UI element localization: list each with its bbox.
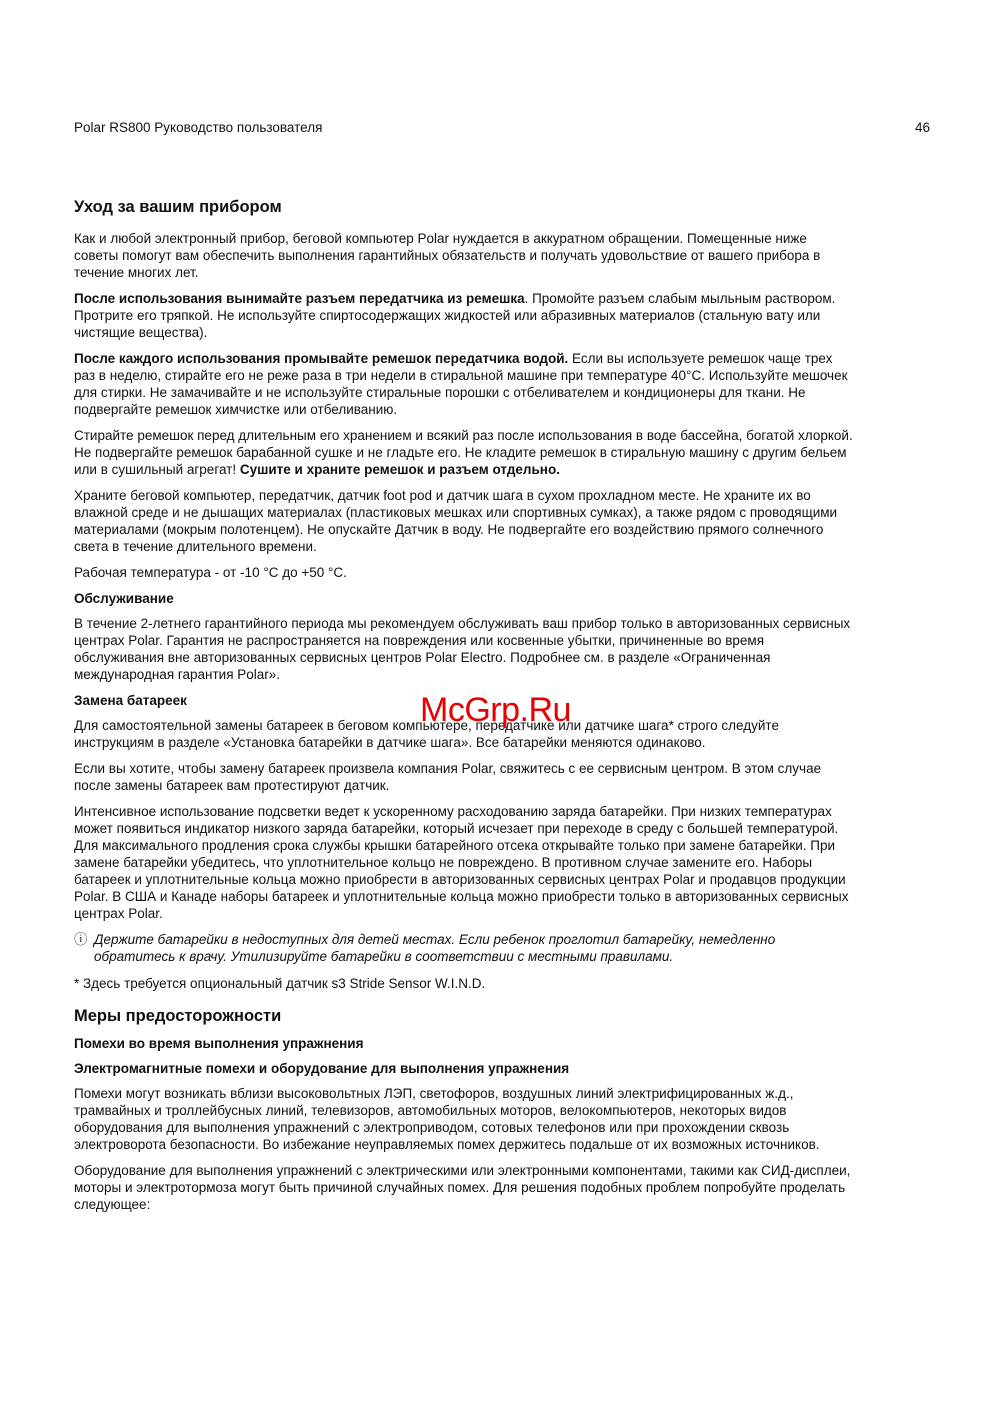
section-heading-care: Уход за вашим прибором (74, 198, 282, 216)
care-p3-bold: Сушите и храните ремешок и разъем отдельно. (239, 462, 560, 477)
interference-paragraph-1: Помехи могут возникать вблизи высоковольтных ЛЭП, светофоров, воздушных линий электрифицированных ж.д., трамвайных и троллейбусных линий, телевизоров, автомобильных моторов, велокомпьютеров, некоторых видов оборудования для выполнения упражнений с электроприводом, сотовых телефонов или при прохождении сквозь электроворота безопасности. Во избежание неуправляемых помех держитесь подальше от их возможных источников. (74, 1086, 820, 1152)
service-paragraph: В течение 2-летнего гарантийного периода мы рекомендуем обслуживать ваш прибор только в авторизованных сервисных центрах Polar. Гарантия не распространяется на повреждения или косвенные убытки, причиненные во время обслуживания вне авторизованных сервисных центров Polar Electro. Подробнее см. в разделе «Ограниченная международная гарантия Polar». (74, 616, 851, 682)
battery-warning-note (74, 931, 854, 965)
battery-paragraph-1: Для самостоятельной замены батареек в беговом компьютере, передатчике или датчике шага* строго следуйте инструкциям в разделе «Установка батарейки в датчике шага». Все батарейки меняются одинаково. (74, 718, 779, 750)
battery-warning-text: Держите батарейки в недоступных для детей местах. Если ребенок проглотил батарейку, немедленно обратитесь к врачу. Утилизируйте батарейки в соответствии с местными правилами. (94, 932, 776, 964)
battery-paragraph-3: Интенсивное использование подсветки ведет к ускоренному расходованию заряда батарейки. При низких температурах может появиться индикатор низкого заряда батарейки, который исчезает при переходе в среду с большей температурой. Для максимального продления срока службы крышки батарейного отсека открывайте только при замене батарейки. При замене батарейки убедитесь, что уплотнительное кольцо не повреждено. В противном случае замените его. Наборы батареек и уплотнительные кольца можно приобрести в авторизованных сервисных центрах Polar и продавцов продукции Polar. В США и Канаде наборы батареек и уплотнительные кольца можно приобрести только в авторизованных сервисных центрах Polar. (74, 804, 849, 921)
subheading-em-interference: Электромагнитные помехи и оборудование для выполнения упражнения (74, 1061, 570, 1076)
care-intro: Как и любой электронный прибор, беговой компьютер Polar нуждается в аккуратном обращении. Помещенные ниже советы помогут вам обеспечить выполнения гарантийных обязательств и получать удовольствие от вашего прибора в течение многих лет. (74, 231, 821, 280)
subheading-interference: Помехи во время выполнения упражнения (74, 1036, 364, 1051)
care-p1-bold: После использования вынимайте разъем передатчика из ремешка (74, 291, 525, 306)
page-header (74, 119, 930, 136)
info-icon: ⓘ (74, 932, 88, 947)
interference-paragraph-2: Оборудование для выполнения упражнений с электрическими или электронными компонентами, такими как СИД-дисплеи, моторы и электротормоза могут быть причиной случайных помех. Для решения подобных проблем попробуйте проделать следующее: (74, 1163, 851, 1212)
footnote: * Здесь требуется опциональный датчик s3 Stride Sensor W.I.N.D. (74, 976, 486, 991)
section-heading-precautions: Меры предосторожности (74, 1007, 282, 1025)
care-paragraph-2 (74, 350, 854, 418)
header-title: Polar RS800 Руководство пользователя (74, 120, 323, 135)
care-paragraph-4: Храните беговой компьютер, передатчик, датчик foot pod и датчик шага в сухом прохладном месте. Не храните их во влажной среде и не дышащих материалах (пластиковых мешках или спортивных сумках), а также рядом с проводящими материалами (мокрым полотенцем). Не опускайте Датчик в воду. Не подвергайте его воздействию прямого солнечного света в течение длительного времени. (74, 488, 838, 554)
watermark: McGrp.Ru (420, 691, 571, 729)
care-p2-text: Если вы используете ремешок чаще трех раз в неделю, стирайте его не реже раза в три недели в стиральной машине при температуре 40°C. Используйте мешочек для стирки. Не замачивайте и не используйте стиральные порошки с отбеливателем и кондиционеры для ткани. Не подвергайте ремешок химчистке или отбеливанию. (74, 351, 848, 417)
care-paragraph-1 (74, 290, 854, 341)
page-number: 46 (914, 120, 930, 135)
care-p2-bold: После каждого использования промывайте ремешок передатчика водой. (74, 351, 569, 366)
subheading-service: Обслуживание (74, 591, 174, 606)
care-paragraph-3 (74, 427, 854, 478)
battery-paragraph-2: Если вы хотите, чтобы замену батареек произвела компания Polar, свяжитесь с ее сервисным центром. В этом случае после замены батареек вам протестируют датчик. (74, 761, 822, 793)
care-p1-text: . Промойте разъем слабым мыльным раствором. Протрите его тряпкой. Не используйте спиртосодержащих жидкостей или абразивных материалов (стальную вату или чистящие вещества). (74, 291, 836, 340)
care-p3-text: Стирайте ремешок перед длительным его хранением и всякий раз после использования в воде бассейна, богатой хлоркой. Не подвергайте ремешок барабанной сушке и не гладьте его. Не кладите ремешок в стиральную машину с другим бельем или в сушильный агрегат! (74, 428, 853, 477)
subheading-battery: Замена батареек (74, 693, 187, 708)
operating-temperature: Рабочая температура - от -10 °C до +50 °C. (74, 565, 347, 580)
